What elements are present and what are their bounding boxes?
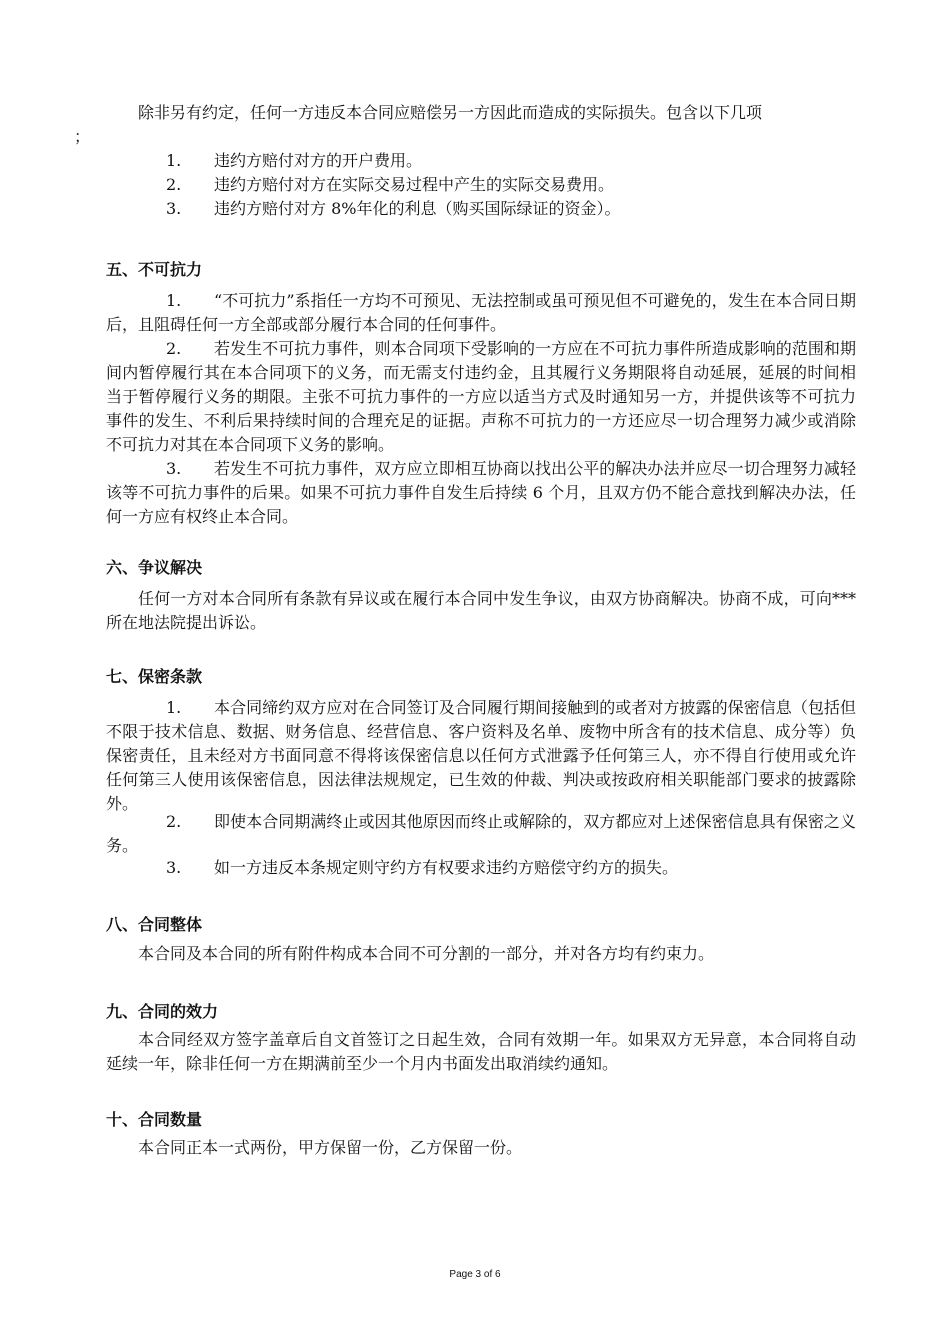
- breach-item-1: 1. 违约方赔付对方的开户费用。: [166, 151, 423, 170]
- section-title-dispute: 六、争议解决: [106, 558, 203, 577]
- page-number: Page 3 of 6: [449, 1269, 501, 1280]
- copies-text: 本合同正本一式两份，甲方保留一份，乙方保留一份。: [138, 1138, 523, 1157]
- confidentiality-item-3: 3. 如一方违反本条规定则守约方有权要求违约方赔偿守约方的损失。: [166, 858, 679, 877]
- breach-intro: 除非另有约定，任何一方违反本合同应赔偿另一方因此而造成的实际损失。包含以下几项 ；: [74, 103, 763, 146]
- force-majeure-item-2: 2. 若发生不可抗力事件，则本合同项下受影响的一方应在不可抗力事件所造成影响的范围和期间内暂停履行其在本合同项下的义务，而无需支付违约金，且其履行义务期限将自动延展，延展的时间相当于暂停履行义务的期限。主张不可抗力事件的一方应以适当方式及时通知另一方，并提供该等不可抗力事件的发生、不利后果持续时间的合理充足的证据。声称不可抗力的一方还应尽一切合理努力减少或消除不可抗力对其在本合同项下义务的影响。: [106, 339, 856, 454]
- validity-text: 本合同经双方签字盖章后自文首签订之日起生效，合同有效期一年。如果双方无异意，本合同将自动延续一年，除非任何一方在期满前至少一个月内书面发出取消续约通知。: [106, 1030, 856, 1073]
- confidentiality-item-2: 2. 即使本合同期满终止或因其他原因而终止或解除的，双方都应对上述保密信息具有保密之义务。: [106, 812, 856, 855]
- force-majeure-item-1: 1. “不可抗力”系指任一方均不可预见、无法控制或虽可预见但不可避免的，发生在本合同日期后，且阻碍任何一方全部或部分履行本合同的任何事件。: [106, 291, 856, 334]
- section-title-confidentiality: 七、保密条款: [106, 667, 203, 686]
- dispute-text: 任何一方对本合同所有条款有异议或在履行本合同中发生争议，由双方协商解决。协商不成，可向***所在地法院提出诉讼。: [106, 589, 856, 632]
- confidentiality-item-1: 1. 本合同缔约双方应对在合同签订及合同履行期间接触到的或者对方披露的保密信息（包括但不限于技术信息、数据、财务信息、经营信息、客户资料及名单、废物中所含有的技术信息、成分等）负保密责任，且未经对方书面同意不得将该保密信息以任何方式泄露予任何第三人，亦不得自行使用或允许任何第三人使用该保密信息，因法律法规规定，已生效的仲裁、判决或按政府相关职能部门要求的披露除外。: [106, 698, 856, 813]
- section-title-entire: 八、合同整体: [106, 915, 203, 934]
- breach-item-3: 3. 违约方赔付对方 8%年化的利息（购买国际绿证的资金）。: [166, 199, 621, 218]
- breach-item-2: 2. 违约方赔付对方在实际交易过程中产生的实际交易费用。: [166, 175, 615, 194]
- section-title-copies: 十、合同数量: [106, 1110, 203, 1129]
- section-title-validity: 九、合同的效力: [106, 1002, 219, 1021]
- section-title-force-majeure: 五、不可抗力: [106, 260, 203, 279]
- entire-text: 本合同及本合同的所有附件构成本合同不可分割的一部分，并对各方均有约束力。: [138, 944, 715, 963]
- force-majeure-item-3: 3. 若发生不可抗力事件，双方应立即相互协商以找出公平的解决办法并应尽一切合理努力减轻该等不可抗力事件的后果。如果不可抗力事件自发生后持续 6 个月，且双方仍不能合意找到解决办法，任何一方应有权终止本合同。: [106, 459, 856, 526]
